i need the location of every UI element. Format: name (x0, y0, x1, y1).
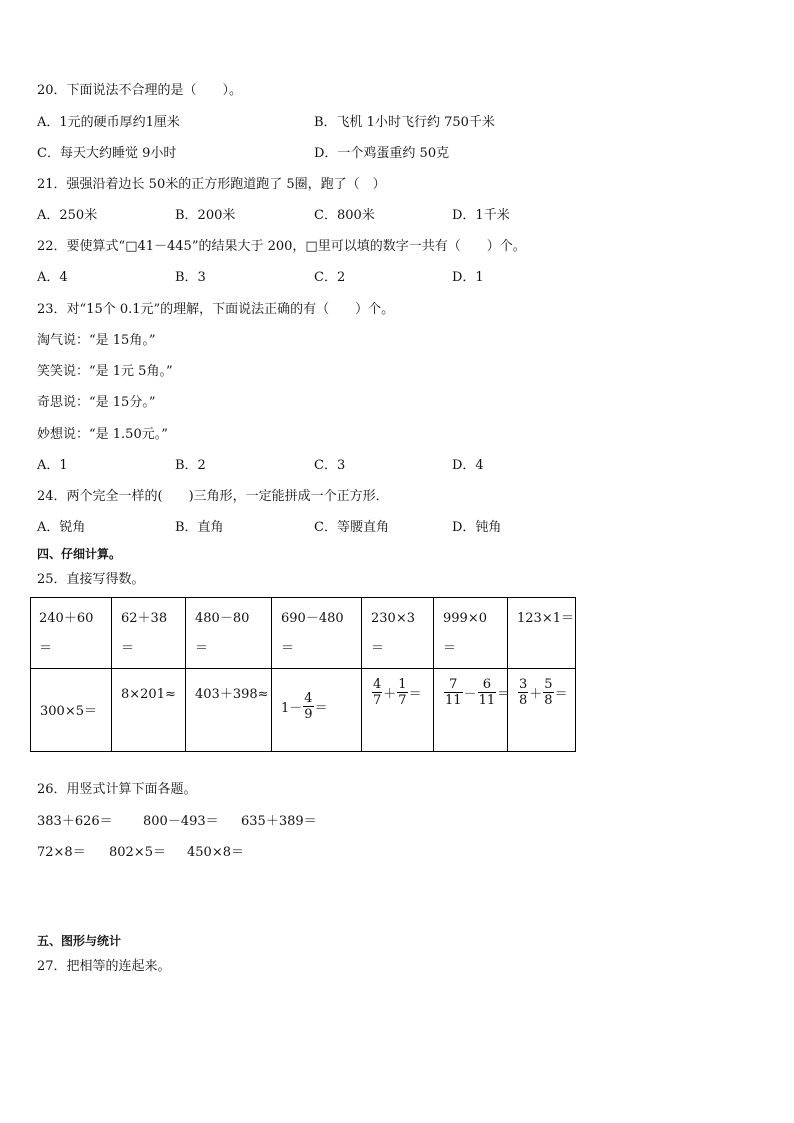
fraction (372, 677, 382, 708)
frac-den: 11 (478, 693, 496, 708)
calc-cell (186, 669, 272, 752)
q26-expr-5: 802×5＝ (109, 845, 166, 860)
frac-num: 7 (444, 677, 463, 693)
q21-option-b: B．200米 (175, 208, 236, 223)
calc-cell (508, 598, 576, 669)
frac-num: 3 (519, 677, 528, 692)
q23-option-c: C．3 (314, 458, 346, 473)
q23-stem: 23．对“15个 0.1元”的理解，下面说法正确的有（ ）个。 (37, 302, 395, 317)
frac-num: 4 (373, 677, 382, 692)
q24-stem: 24．两个完全一样的( )三角形，一定能拼成一个正方形． (37, 489, 389, 504)
calc-cell (362, 669, 434, 752)
frac-op: ＋ (529, 687, 543, 702)
q23-option-b: B．2 (175, 458, 206, 473)
q23-option-d: D．4 (452, 458, 484, 473)
frac-den: 9 (304, 707, 313, 722)
fraction (543, 677, 553, 708)
frac-lead: 1－ (281, 701, 303, 716)
q21-stem: 21．强强沿着边长 50米的正方形跑道跑了 5圈，跑了（ ） (37, 177, 386, 192)
frac-den: 11 (445, 693, 462, 708)
frac-den: 7 (398, 693, 407, 708)
fraction (444, 677, 463, 708)
calc-expr: 690－480 (281, 611, 344, 626)
q20-stem: 20．下面说法不合理的是（ ）。 (37, 83, 243, 98)
q26-expr-2: 800－493＝ (143, 814, 219, 829)
calc-cell (434, 669, 511, 752)
calc-expr: 230×3 (371, 611, 415, 626)
frac-expr (371, 677, 422, 708)
q24-option-d: D．钝角 (452, 520, 502, 535)
section-5-title: 五、图形与统计 (37, 934, 122, 948)
frac-expr (443, 677, 510, 708)
frac-den: 8 (519, 693, 528, 708)
frac-num: 4 (304, 691, 313, 706)
frac-den: 8 (544, 693, 553, 708)
q26-expr-6: 450×8＝ (187, 845, 244, 860)
q24-option-a: A．锐角 (37, 520, 86, 535)
calc-expr: 999×0 (443, 611, 487, 626)
frac-num: 6 (478, 677, 497, 693)
section-4-title: 四、仔细计算。 (37, 547, 122, 561)
frac-tail: ＝ (408, 687, 422, 702)
calc-expr: 480－80 (195, 611, 250, 626)
calc-cell (112, 669, 186, 752)
calc-expr: 403＋398≈ (195, 687, 269, 702)
frac-tail: ＝ (497, 687, 511, 702)
fraction (397, 677, 407, 708)
calc-expr: 240＋60 (39, 611, 94, 626)
q23-statement-1: 淘气说：“是 15角。” (37, 333, 156, 348)
q22-stem: 22．要使算式“□41－445”的结果大于 200，□里可以填的数字一共有（ ）个。 (37, 239, 526, 254)
q20-option-d: D．一个鸡蛋重约 50克 (314, 146, 450, 161)
calc-eq: ＝ (121, 641, 135, 656)
q20-option-b: B．飞机 1小时飞行约 750千米 (314, 115, 495, 130)
q22-option-b: B．3 (175, 270, 206, 285)
calc-eq: ＝ (443, 641, 457, 656)
calc-eq: ＝ (195, 641, 209, 656)
frac-expr (281, 691, 328, 722)
calc-cell (272, 669, 362, 752)
fraction (478, 677, 497, 708)
fraction (518, 677, 528, 708)
q20-option-a: A．1元的硬币厚约1厘米 (37, 115, 180, 130)
frac-tail: ＝ (314, 701, 328, 716)
calc-cell (186, 598, 272, 669)
q21-option-c: C．800米 (314, 208, 375, 223)
q24-option-b: B．直角 (175, 520, 224, 535)
calc-cell (272, 598, 362, 669)
q26-stem: 26．用竖式计算下面各题。 (37, 782, 197, 797)
frac-op: ＋ (383, 687, 397, 702)
frac-op: － (463, 687, 477, 702)
q26-expr-1: 383＋626＝ (37, 814, 113, 829)
q22-option-a: A．4 (37, 270, 68, 285)
frac-expr (517, 677, 568, 708)
q25-stem: 25．直接写得数。 (37, 572, 145, 587)
q22-option-d: D．1 (452, 270, 484, 285)
q25-calc-table (30, 597, 576, 752)
q23-statement-4: 妙想说：“是 1.50元。” (37, 427, 168, 442)
calc-expr: 62＋38 (121, 611, 168, 626)
calc-expr: 8×201≈ (121, 687, 176, 702)
calc-cell (31, 598, 112, 669)
q21-option-d: D．1千米 (452, 208, 510, 223)
calc-expr: 300×5＝ (40, 704, 97, 719)
q26-expr-4: 72×8＝ (37, 845, 86, 860)
calc-cell (508, 669, 576, 752)
q24-option-c: C．等腰直角 (314, 520, 389, 535)
q26-expr-3: 635＋389＝ (241, 814, 317, 829)
q20-option-c: C．每天大约睡觉 9小时 (37, 146, 177, 161)
calc-cell (362, 598, 434, 669)
calc-cell (434, 598, 508, 669)
q22-option-c: C．2 (314, 270, 346, 285)
frac-den: 7 (373, 693, 382, 708)
calc-cell (112, 598, 186, 669)
calc-cell (31, 669, 112, 752)
calc-eq: ＝ (39, 641, 53, 656)
frac-num: 5 (544, 677, 553, 692)
calc-eq: ＝ (371, 641, 385, 656)
q23-statement-2: 笑笑说：“是 1元 5角。” (37, 364, 173, 379)
q23-statement-3: 奇思说：“是 15分。” (37, 395, 156, 410)
fraction (303, 691, 313, 722)
q23-option-a: A．1 (37, 458, 68, 473)
frac-num: 1 (398, 677, 407, 692)
calc-eq: ＝ (281, 641, 295, 656)
q27-stem: 27．把相等的连起来。 (37, 959, 171, 974)
q21-option-a: A．250米 (37, 208, 98, 223)
frac-tail: ＝ (554, 687, 568, 702)
calc-expr: 123×1＝ (517, 611, 574, 626)
